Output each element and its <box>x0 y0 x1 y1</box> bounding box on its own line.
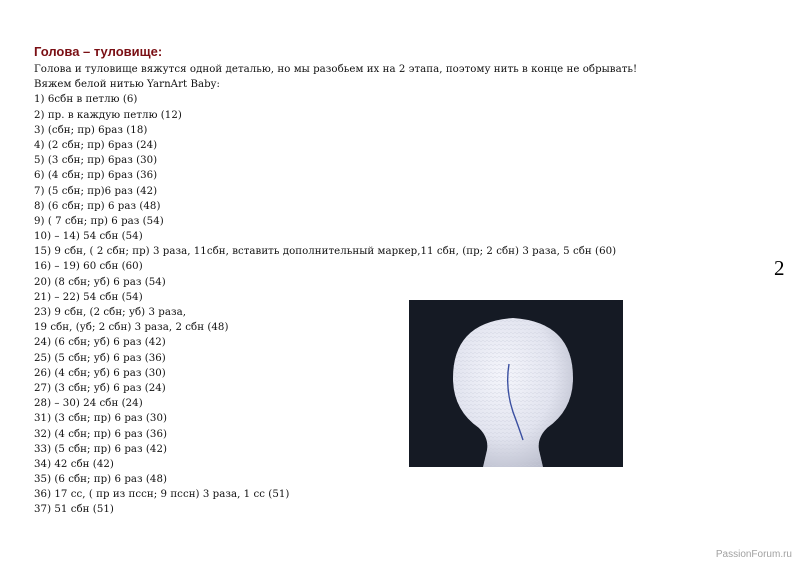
instruction-row: 25) (5 сбн; уб) 6 раз (36) <box>34 352 166 364</box>
instruction-row: 6) (4 сбн; пр) 6раз (36) <box>34 170 158 182</box>
instruction-row: 4) (2 сбн; пр) 6раз (24) <box>34 139 158 151</box>
instruction-row: 8) (6 сбн; пр) 6 раз (48) <box>34 200 161 212</box>
instruction-row: 36) 17 сс, ( пр из пссн; 9 пссн) 3 раза, 1 сс (51) <box>34 489 290 501</box>
instruction-row: 28) – 30) 24 сбн (24) <box>34 398 143 410</box>
instruction-row: 2) пр. в каждую петлю (12) <box>34 109 182 121</box>
instruction-row: 33) (5 сбн; пр) 6 раз (42) <box>34 443 168 455</box>
instruction-row: 20) (8 сбн; уб) 6 раз (54) <box>34 276 166 288</box>
crochet-head-photo <box>409 300 623 467</box>
instruction-row: 5) (3 сбн; пр) 6раз (30) <box>34 155 158 167</box>
instruction-row: 27) (3 сбн; уб) 6 раз (24) <box>34 382 166 394</box>
instruction-row: 7) (5 сбн; пр)6 раз (42) <box>34 185 158 197</box>
instruction-row: 26) (4 сбн; уб) 6 раз (30) <box>34 367 166 379</box>
instruction-row: 31) (3 сбн; пр) 6 раз (30) <box>34 413 168 425</box>
instruction-row: 16) – 19) 60 сбн (60) <box>34 261 143 273</box>
instruction-row: 21) – 22) 54 сбн (54) <box>34 291 143 303</box>
text-line: Голова и туловище вяжутся одной деталью, но мы разобьем их на 2 этапа, поэтому нить в конце не обрывать! <box>34 64 638 75</box>
section-title: Голова – туловище: <box>34 44 163 59</box>
text-line: Вяжем белой нитью YarnArt Baby: <box>34 79 220 91</box>
instruction-row: 37) 51 сбн (51) <box>34 504 114 516</box>
page-number: 2 <box>774 256 785 280</box>
instruction-row: 15) 9 сбн, ( 2 сбн; пр) 3 раза, 11сбн, вставить дополнительный маркер,11 сбн, (пр; 2 сбн) 3 раза, 5 сбн (60) <box>34 246 617 258</box>
instruction-row: 23) 9 сбн, (2 сбн; уб) 3 раза, <box>34 307 187 318</box>
instruction-row: 10) – 14) 54 сбн (54) <box>34 231 143 243</box>
instruction-row: 9) ( 7 сбн; пр) 6 раз (54) <box>34 215 164 227</box>
instruction-row: 32) (4 сбн; пр) 6 раз (36) <box>34 428 168 440</box>
instruction-row: 1) 6сбн в петлю (6) <box>34 94 138 106</box>
crochet-doll-image <box>409 300 623 467</box>
instruction-row: 19 сбн, (уб; 2 сбн) 3 раза, 2 сбн (48) <box>34 322 229 334</box>
watermark: PassionForum.ru <box>715 549 792 560</box>
instruction-row: 34) 42 сбн (42) <box>34 458 114 470</box>
instruction-row: 24) (6 сбн; уб) 6 раз (42) <box>34 337 166 349</box>
instruction-row: 35) (6 сбн; пр) 6 раз (48) <box>34 474 168 486</box>
instruction-row: 3) (сбн; пр) 6раз (18) <box>34 124 148 136</box>
